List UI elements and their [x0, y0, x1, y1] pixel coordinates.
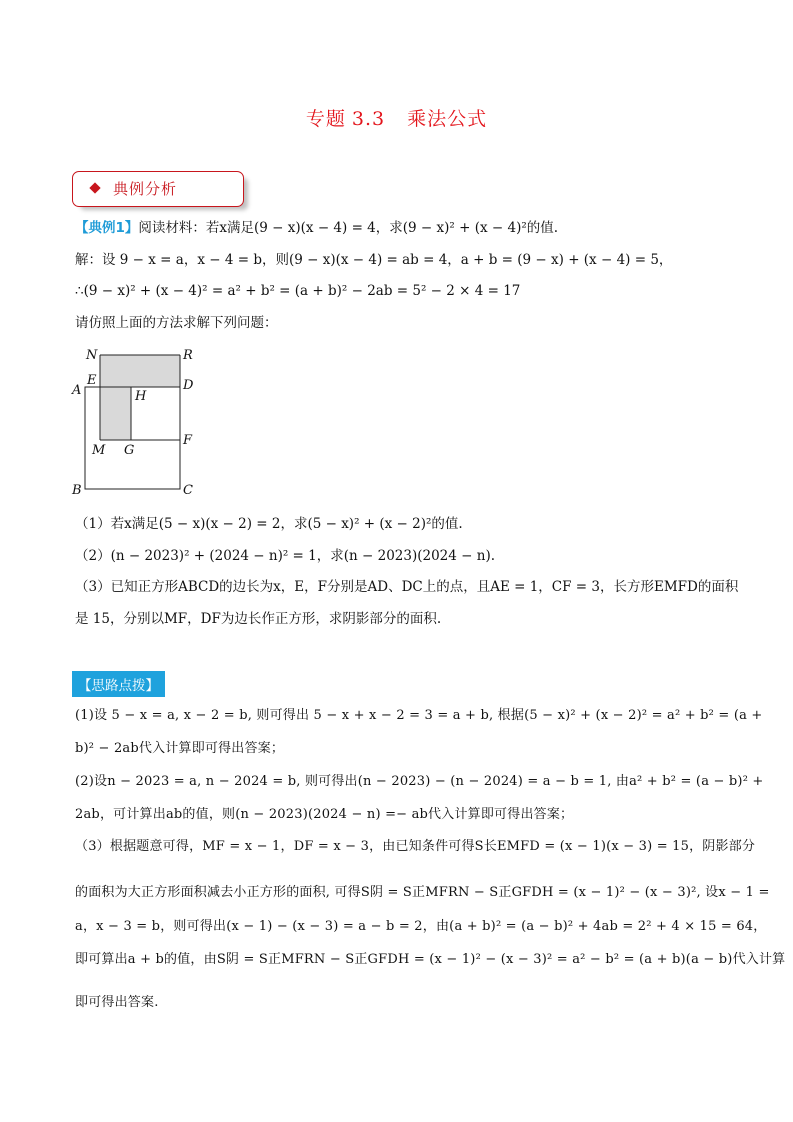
- hint-3-line-1: （3）根据题意可得，MF = x − 1，DF = x − 3，由已知条件可得S长EMFD = (x − 1)(x − 3) = 15，阴影部分: [75, 839, 756, 854]
- title-number: 3.3: [351, 108, 386, 130]
- question-2: （2）(n − 2023)² + (2024 − n)² = 1，求(n − 2023)(2024 − n).: [75, 548, 495, 564]
- title-topic: 乘法公式: [407, 108, 488, 130]
- hint-2-line-2: 2ab，可计算出ab的值，则(n − 2023)(2024 − n) =− ab代入计算即可得出答案；: [75, 807, 574, 822]
- label-d: D: [183, 378, 194, 393]
- title-prefix: 专题: [305, 108, 346, 130]
- hint-1-line-2: b)² − 2ab代入计算即可得出答案；: [75, 741, 285, 756]
- label-a: A: [72, 383, 82, 398]
- label-e: E: [87, 373, 97, 388]
- square-abcd: [85, 387, 180, 489]
- hint-label: 【思路点拨】: [72, 671, 165, 697]
- diamond-icon: [89, 182, 100, 193]
- shaded-square-mfrn: [100, 355, 180, 387]
- hint-3-line-4: 即可算出a + b的值，由S阴 = S正MFRN − S正GFDH = (x − 1)² − (x − 3)² = a² − b² = (a + b)(a − b)代入计算: [75, 952, 786, 967]
- example-tag: 【典例1】: [75, 220, 139, 236]
- example-intro: 阅读材料：若x满足(9 − x)(x − 4) = 4，求(9 − x)² + (x − 4)²的值.: [138, 220, 559, 236]
- label-h: H: [135, 389, 147, 404]
- label-b: B: [72, 483, 82, 498]
- label-m: M: [92, 443, 106, 458]
- hint-2-line-1: (2)设n − 2023 = a, n − 2024 = b, 则可得出(n − 2023) − (n − 2024) = a − b = 1, 由a² + b² = (a − b)² +: [75, 774, 764, 789]
- label-r: R: [183, 348, 193, 363]
- question-1: （1）若x满足(5 − x)(x − 2) = 2，求(5 − x)² + (x − 2)²的值.: [75, 516, 463, 532]
- instruction-text: 请仿照上面的方法求解下列问题：: [75, 315, 278, 331]
- question-3-line-1: （3）已知正方形ABCD的边长为x，E，F分别是AD、DC上的点，且AE = 1，CF = 3，长方形EMFD的面积: [75, 579, 739, 595]
- shaded-strip: [100, 387, 131, 440]
- geometry-figure: [60, 340, 220, 500]
- hint-3-line-3: a，x − 3 = b，则可得出(x − 1) − (x − 3) = a − b = 2，由(a + b)² = (a − b)² + 4ab = 2² + 4 × 15 = 64，: [75, 919, 767, 934]
- hint-3-line-2: 的面积为大正方形面积减去小正方形的面积, 可得S阴 = S正MFRN − S正GFDH = (x − 1)² − (x − 3)², 设x − 1 =: [75, 885, 770, 900]
- solution-line-2: ∴(9 − x)² + (x − 4)² = a² + b² = (a + b)² − 2ab = 5² − 2 × 4 = 17: [75, 283, 521, 299]
- section-label: 典例分析: [113, 180, 178, 198]
- label-n: N: [86, 348, 98, 363]
- hint-1-line-1: (1)设 5 − x = a, x − 2 = b, 则可得出 5 − x + x − 2 = 3 = a + b, 根据(5 − x)² + (x − 2)² = a² + b² = (a +: [75, 708, 763, 723]
- solution-line-1: 解：设 9 − x = a，x − 4 = b，则(9 − x)(x − 4) = ab = 4，a + b = (9 − x) + (x − 4) = 5，: [75, 252, 673, 268]
- example-intro-line: [75, 219, 558, 237]
- label-f: F: [183, 433, 193, 448]
- hint-3-line-5: 即可得出答案.: [75, 995, 159, 1010]
- label-c: C: [183, 483, 193, 498]
- section-header-box: [72, 171, 244, 207]
- page-title: [0, 104, 793, 131]
- label-g: G: [124, 443, 135, 458]
- question-3-line-2: 是 15，分别以MF，DF为边长作正方形，求阴影部分的面积.: [75, 611, 442, 627]
